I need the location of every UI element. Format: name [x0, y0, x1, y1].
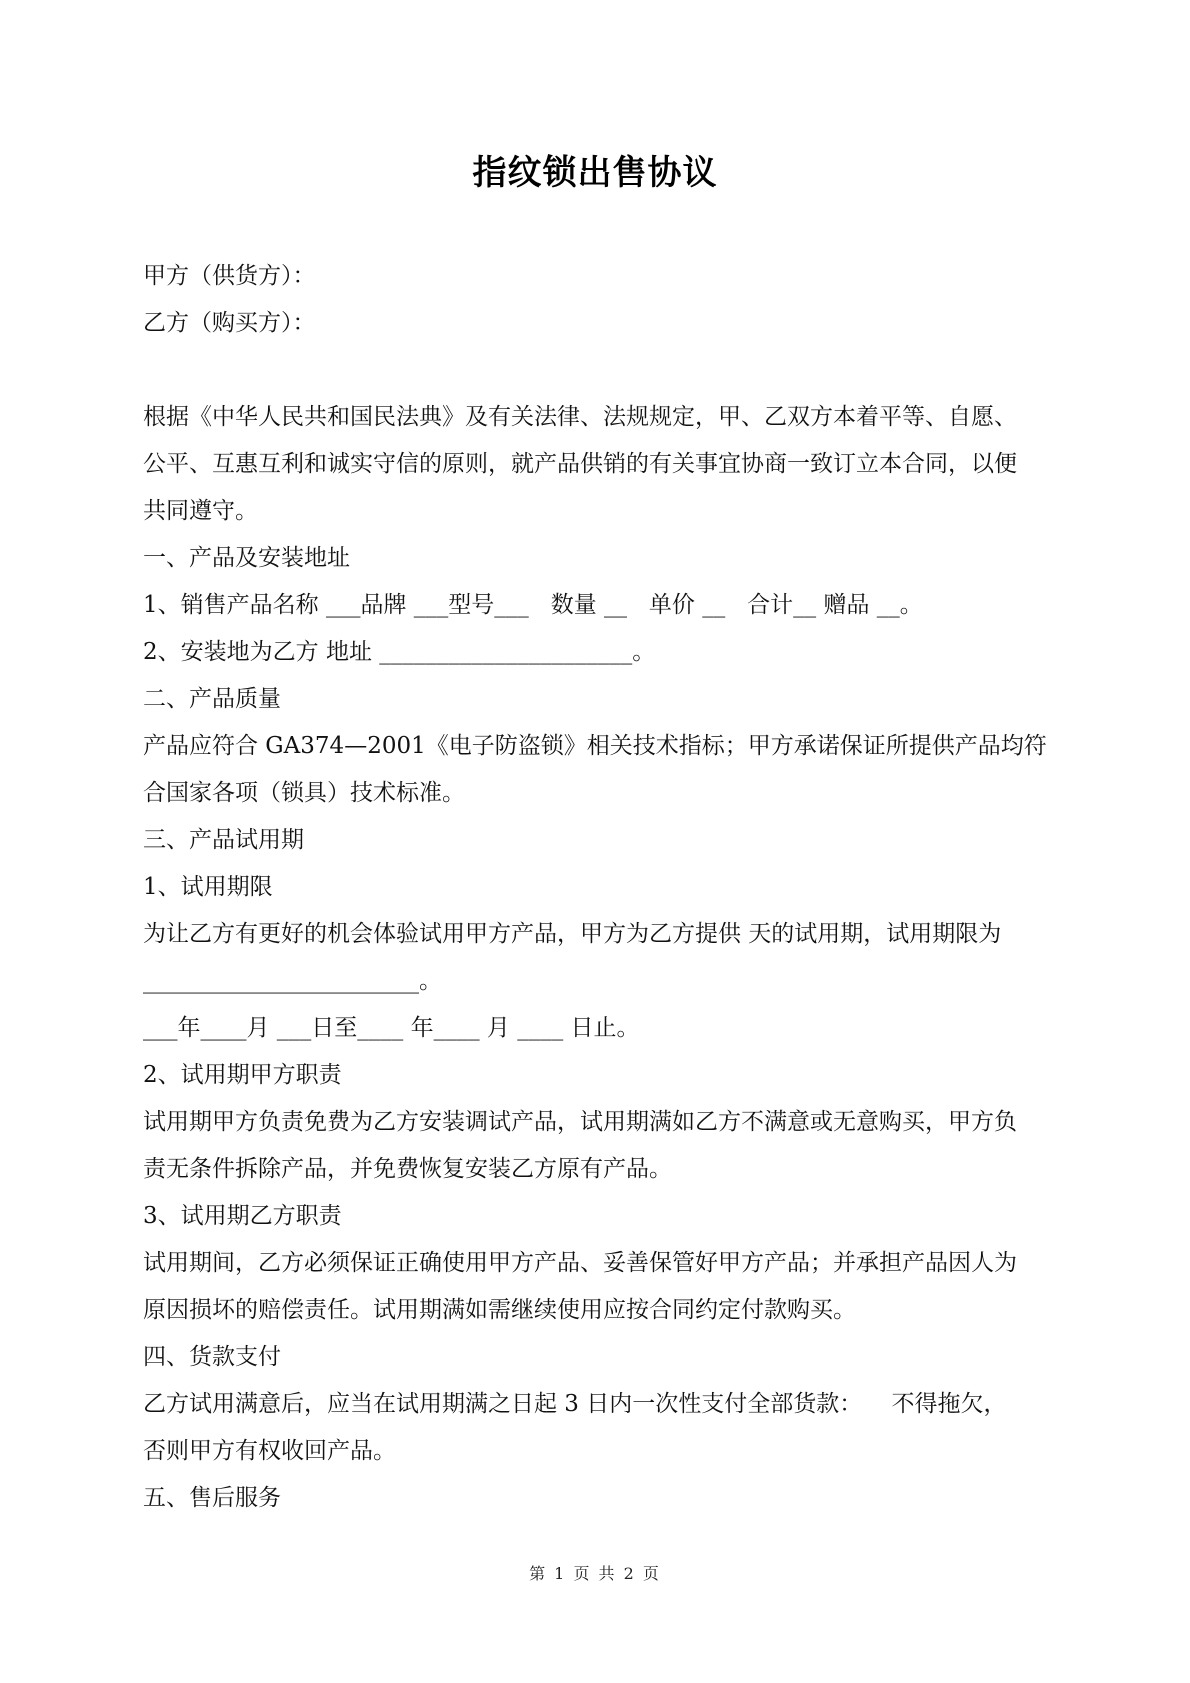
install-address-line: 2、安装地为乙方 地址 ______________________。 — [143, 639, 656, 665]
trial-subheading: 2、试用期甲方职责 — [143, 1062, 342, 1088]
section-heading-5: 五、售后服务 — [143, 1485, 281, 1511]
payment-line: 否则甲方有权收回产品。 — [143, 1438, 396, 1464]
trial-blank-line: ________________________。 — [143, 968, 442, 994]
quality-line: 产品应符合 GA374—2001《电子防盗锁》相关技术指标；甲方承诺保证所提供产品均符 — [143, 733, 1047, 759]
blank-gap — [143, 347, 1058, 394]
trial-line: 试用期间，乙方必须保证正确使用甲方产品、妥善保管好甲方产品；并承担产品因人为 — [143, 1250, 1017, 1276]
trial-line: 为让乙方有更好的机会体验试用甲方产品，甲方为乙方提供 天的试用期，试用期限为 — [143, 921, 1002, 947]
section-heading-2: 二、产品质量 — [143, 686, 281, 712]
party-b-line: 乙方（购买方）： — [143, 310, 316, 336]
section-heading-4: 四、货款支付 — [143, 1344, 281, 1370]
trial-line: 试用期甲方负责免费为乙方安装调试产品，试用期满如乙方不满意或无意购买，甲方负 — [143, 1109, 1017, 1135]
trial-date-range-line: ___年____月 ___日至____ 年____ 月 ____ 日止。 — [143, 1015, 640, 1041]
section-heading-3: 三、产品试用期 — [143, 827, 304, 853]
preamble-line: 公平、互惠互利和诚实守信的原则，就产品供销的有关事宜协商一致订立本合同，以便 — [143, 451, 1017, 477]
document-title: 指纹锁出售协议 — [472, 153, 718, 193]
trial-subheading: 1、试用期限 — [143, 874, 273, 900]
section-heading-1: 一、产品及安装地址 — [143, 545, 350, 571]
quality-line: 合国家各项（锁具）技术标准。 — [143, 780, 465, 806]
document-body — [143, 253, 1058, 1522]
trial-line: 原因损坏的赔偿责任。试用期满如需继续使用应按合同约定付款购买。 — [143, 1297, 856, 1323]
payment-line: 乙方试用满意后，应当在试用期满之日起 3 日内一次性支付全部货款： 不得拖欠， — [143, 1391, 1007, 1417]
page-number-footer: 第 1 页 共 2 页 — [529, 1564, 661, 1583]
trial-subheading: 3、试用期乙方职责 — [143, 1203, 342, 1229]
product-details-line: 1、销售产品名称 ___品牌 ___型号___ 数量 __ 单价 __ 合计__ 赠品 __。 — [143, 592, 923, 618]
trial-line: 责无条件拆除产品，并免费恢复安装乙方原有产品。 — [143, 1156, 672, 1182]
preamble-line: 共同遵守。 — [143, 498, 258, 524]
party-a-line: 甲方（供货方）： — [143, 263, 316, 289]
preamble-line: 根据《中华人民共和国民法典》及有关法律、法规规定，甲、乙双方本着平等、自愿、 — [143, 404, 1017, 430]
